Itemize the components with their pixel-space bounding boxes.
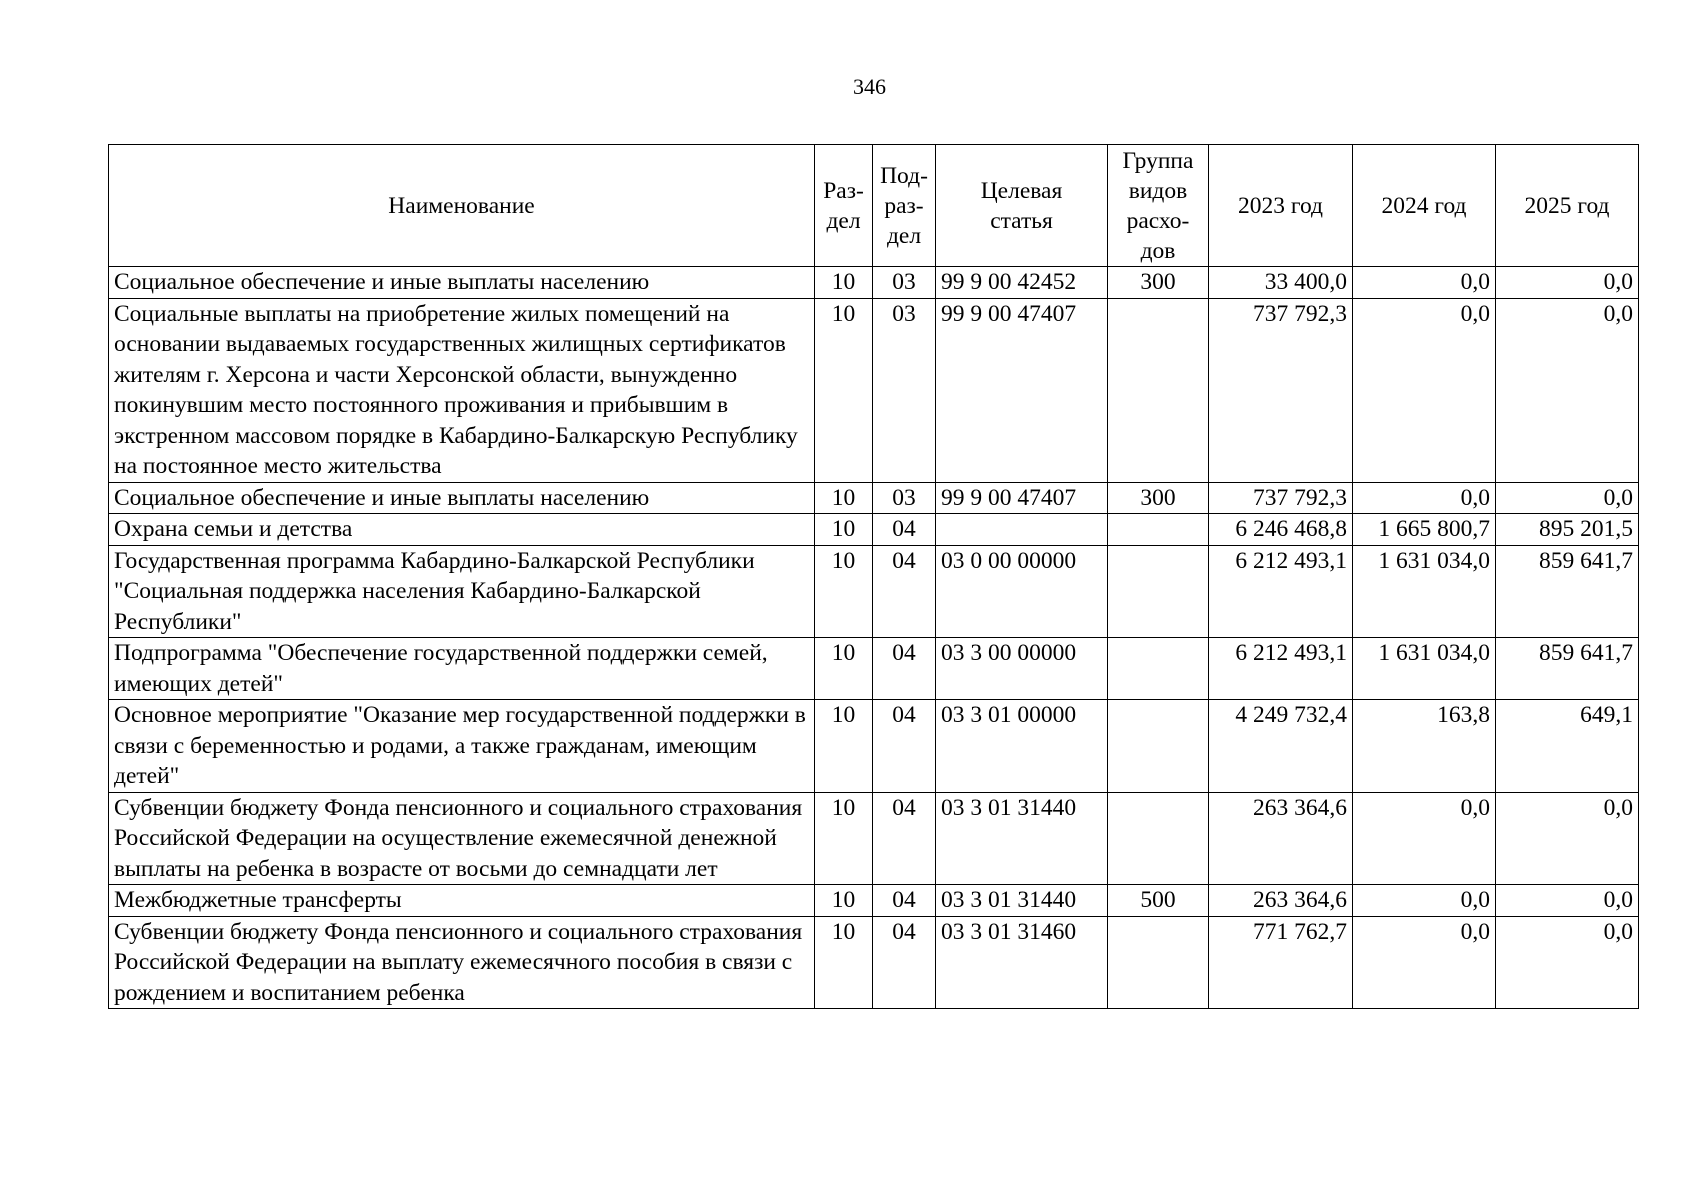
cell-section: 10: [815, 298, 873, 482]
cell-2023: 771 762,7: [1209, 916, 1353, 1009]
cell-target: 03 0 00 00000: [936, 545, 1108, 638]
page-number: 346: [853, 74, 886, 99]
cell-2023: 263 364,6: [1209, 792, 1353, 885]
cell-name: Социальные выплаты на приобретение жилых помещений на основании выдаваемых государственных жилищных сертификатов жителям г. Херсона и части Херсонской области, вынужденно покинувшим место постоянного проживания и прибывшим в экстренном массовом порядке в Кабардино-Балкарскую Республику на постоянное место жительства: [109, 298, 815, 482]
cell-2024: 0,0: [1353, 482, 1496, 514]
cell-2024: 0,0: [1353, 916, 1496, 1009]
cell-group: [1108, 545, 1209, 638]
cell-2024: 1 665 800,7: [1353, 514, 1496, 546]
cell-subsection: 03: [873, 482, 936, 514]
cell-2023: 33 400,0: [1209, 267, 1353, 299]
cell-section: 10: [815, 267, 873, 299]
cell-2023: 6 212 493,1: [1209, 638, 1353, 700]
cell-2025: 895 201,5: [1496, 514, 1639, 546]
table-row: [109, 885, 1639, 917]
cell-name: Государственная программа Кабардино-Балкарской Республики "Социальная поддержка населения Кабардино-Балкарской Республики": [109, 545, 815, 638]
cell-2024: 163,8: [1353, 700, 1496, 793]
cell-2025: 0,0: [1496, 267, 1639, 299]
cell-target: 03 3 01 31440: [936, 792, 1108, 885]
header-target-text: Целевая статья: [980, 177, 1063, 234]
cell-target: 03 3 01 00000: [936, 700, 1108, 793]
table-row: [109, 482, 1639, 514]
cell-name: Субвенции бюджету Фонда пенсионного и социального страхования Российской Федерации на выплату ежемесячного пособия в связи с рождением и воспитанием ребенка: [109, 916, 815, 1009]
cell-2025: 859 641,7: [1496, 638, 1639, 700]
cell-section: 10: [815, 545, 873, 638]
cell-2025: 0,0: [1496, 298, 1639, 482]
cell-name: Субвенции бюджету Фонда пенсионного и социального страхования Российской Федерации на осуществление ежемесячной денежной выплаты на ребенка в возрасте от восьми до семнадцати лет: [109, 792, 815, 885]
header-name: [109, 145, 815, 267]
cell-group: [1108, 700, 1209, 793]
cell-name: Социальное обеспечение и иные выплаты населению: [109, 267, 815, 299]
cell-name: Основное мероприятие "Оказание мер государственной поддержки в связи с беременностью и родами, а также гражданам, имеющим детей": [109, 700, 815, 793]
cell-2024: 1 631 034,0: [1353, 638, 1496, 700]
header-name-text: Наименование: [388, 192, 535, 219]
cell-section: 10: [815, 916, 873, 1009]
cell-group: 500: [1108, 885, 1209, 917]
cell-2023: 737 792,3: [1209, 482, 1353, 514]
cell-target: 99 9 00 42452: [936, 267, 1108, 299]
cell-2024: 0,0: [1353, 885, 1496, 917]
budget-table: [108, 144, 1639, 1009]
header-subsection: [873, 145, 936, 267]
cell-section: 10: [815, 482, 873, 514]
cell-2024: 0,0: [1353, 298, 1496, 482]
cell-2023: 6 246 468,8: [1209, 514, 1353, 546]
cell-name: Межбюджетные трансферты: [109, 885, 815, 917]
table-header-row: [109, 145, 1639, 267]
cell-subsection: 04: [873, 545, 936, 638]
header-2023-text: 2023 год: [1238, 192, 1323, 219]
header-group-text: Группа видов расхо- дов: [1122, 147, 1194, 264]
cell-subsection: 04: [873, 792, 936, 885]
cell-2024: 1 631 034,0: [1353, 545, 1496, 638]
cell-group: 300: [1108, 482, 1209, 514]
cell-section: 10: [815, 792, 873, 885]
cell-subsection: 04: [873, 885, 936, 917]
cell-2025: 0,0: [1496, 916, 1639, 1009]
cell-subsection: 03: [873, 298, 936, 482]
cell-group: 300: [1108, 267, 1209, 299]
cell-target: 99 9 00 47407: [936, 482, 1108, 514]
cell-target: 99 9 00 47407: [936, 298, 1108, 482]
table-row: [109, 916, 1639, 1009]
cell-2025: 859 641,7: [1496, 545, 1639, 638]
cell-2023: 6 212 493,1: [1209, 545, 1353, 638]
header-2024-text: 2024 год: [1381, 192, 1467, 219]
table-row: [109, 700, 1639, 793]
table-body: [109, 267, 1639, 1009]
header-2025: [1496, 145, 1639, 267]
cell-section: 10: [815, 638, 873, 700]
cell-target: 03 3 01 31460: [936, 916, 1108, 1009]
header-section-text: Раз- дел: [823, 177, 864, 234]
header-subsection-text: Под- раз- дел: [880, 162, 928, 249]
cell-2024: 0,0: [1353, 792, 1496, 885]
cell-group: [1108, 514, 1209, 546]
cell-2025: 0,0: [1496, 885, 1639, 917]
header-section: [815, 145, 873, 267]
cell-section: 10: [815, 514, 873, 546]
cell-group: [1108, 638, 1209, 700]
cell-subsection: 04: [873, 700, 936, 793]
table-row: [109, 792, 1639, 885]
cell-2025: 649,1: [1496, 700, 1639, 793]
cell-name: Подпрограмма "Обеспечение государственной поддержки семей, имеющих детей": [109, 638, 815, 700]
cell-name: Охрана семьи и детства: [109, 514, 815, 546]
cell-subsection: 04: [873, 916, 936, 1009]
cell-target: 03 3 00 00000: [936, 638, 1108, 700]
cell-subsection: 04: [873, 514, 936, 546]
table-row: [109, 638, 1639, 700]
cell-name: Социальное обеспечение и иные выплаты населению: [109, 482, 815, 514]
cell-2024: 0,0: [1353, 267, 1496, 299]
cell-subsection: 03: [873, 267, 936, 299]
table-row: [109, 514, 1639, 546]
cell-2025: 0,0: [1496, 482, 1639, 514]
cell-section: 10: [815, 700, 873, 793]
header-2025-text: 2025 год: [1524, 192, 1610, 219]
cell-section: 10: [815, 885, 873, 917]
table-row: [109, 267, 1639, 299]
cell-2023: 4 249 732,4: [1209, 700, 1353, 793]
header-group: [1108, 145, 1209, 267]
cell-2025: 0,0: [1496, 792, 1639, 885]
cell-target: [936, 514, 1108, 546]
header-target: [936, 145, 1108, 267]
cell-group: [1108, 298, 1209, 482]
cell-subsection: 04: [873, 638, 936, 700]
cell-group: [1108, 792, 1209, 885]
cell-group: [1108, 916, 1209, 1009]
cell-2023: 263 364,6: [1209, 885, 1353, 917]
table-row: [109, 545, 1639, 638]
table-row: [109, 298, 1639, 482]
header-2024: [1353, 145, 1496, 267]
cell-2023: 737 792,3: [1209, 298, 1353, 482]
cell-target: 03 3 01 31440: [936, 885, 1108, 917]
header-2023: [1209, 145, 1353, 267]
